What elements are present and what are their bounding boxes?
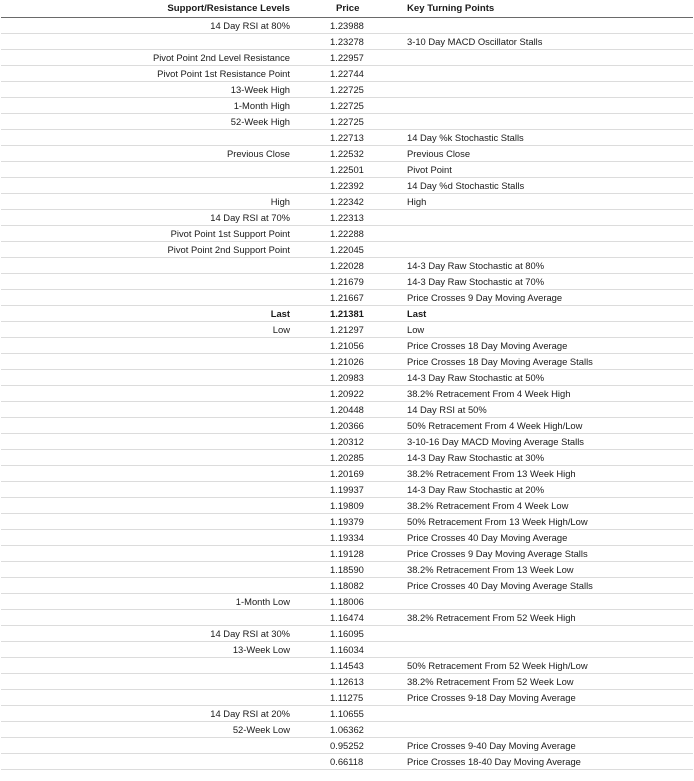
table-row [1,18,693,34]
price-cell: 1.18082 [330,580,364,591]
table-row [1,450,693,466]
levels-table-body [1,18,693,770]
support-resistance-cell [1,178,298,194]
key-turning-point-cell: Price Crosses 9-18 Day Moving Average [407,692,576,703]
price-cell: 1.20448 [330,404,364,415]
table-row [1,178,693,194]
key-turning-point-cell: 50% Retracement From 4 Week High/Low [407,420,583,431]
table-row [1,546,693,562]
key-turning-point-cell: 38.2% Retracement From 52 Week High [407,612,576,623]
key-turning-point-cell: Previous Close [407,148,471,159]
price-cell: 1.22501 [330,164,364,175]
table-row [1,658,693,674]
table-row [1,562,693,578]
support-resistance-cell [1,386,298,402]
table-row [1,226,693,242]
table-row [1,402,693,418]
table-row [1,594,693,610]
support-resistance-cell: 14 Day RSI at 30% [210,628,290,639]
support-resistance-cell: Previous Close [226,148,290,159]
price-cell: 1.06362 [330,724,364,735]
price-cell: 1.11275 [330,692,364,703]
support-resistance-cell: 14 Day RSI at 20% [210,708,290,719]
key-turning-point-cell: Price Crosses 9 Day Moving Average [407,292,563,303]
key-turning-point-cell [399,642,693,658]
header-support-resistance: Support/Resistance Levels [1,0,298,18]
key-turning-point-cell [399,594,693,610]
table-row [1,610,693,626]
key-turning-point-cell: 14-3 Day Raw Stochastic at 70% [407,276,545,287]
support-resistance-cell: 13-Week High [230,84,290,95]
key-turning-point-cell [399,242,693,258]
price-cell: 1.22532 [330,148,364,159]
support-resistance-cell [1,466,298,482]
table-row [1,210,693,226]
price-cell: 1.19809 [330,500,364,511]
price-cell: 1.22744 [330,68,364,79]
table-row [1,418,693,434]
table-row [1,34,693,50]
key-turning-point-cell [399,66,693,82]
table-row [1,674,693,690]
price-cell: 1.19334 [330,532,364,543]
table-row [1,434,693,450]
price-cell: 1.20312 [330,436,364,447]
table-row [1,386,693,402]
table-row [1,642,693,658]
support-resistance-cell: Low [272,324,290,335]
key-turning-point-cell: Price Crosses 40 Day Moving Average Stalls [407,580,593,591]
table-row [1,194,693,210]
support-resistance-cell [1,450,298,466]
table-row [1,114,693,130]
price-cell: 1.21297 [330,324,364,335]
support-resistance-cell [1,674,298,690]
support-resistance-cell [1,658,298,674]
table-row [1,514,693,530]
support-resistance-cell [1,610,298,626]
table-row [1,498,693,514]
support-resistance-cell [1,482,298,498]
support-resistance-cell [1,434,298,450]
table-row [1,130,693,146]
price-cell: 1.22725 [330,84,364,95]
key-turning-point-cell: 3-10-16 Day MACD Moving Average Stalls [407,436,584,447]
price-cell: 1.18590 [330,564,364,575]
key-turning-point-cell: Low [407,324,425,335]
support-resistance-cell [1,370,298,386]
key-turning-point-cell: Price Crosses 40 Day Moving Average [407,532,568,543]
table-row [1,530,693,546]
price-cell: 1.10655 [330,708,364,719]
price-cell: 1.21679 [330,276,364,287]
support-resistance-cell [1,290,298,306]
support-resistance-cell: Pivot Point 2nd Level Resistance [152,52,290,63]
support-resistance-cell [1,690,298,706]
price-cell: 1.22725 [330,116,364,127]
header-key-turning-points: Key Turning Points [399,0,693,18]
price-cell: 1.21381 [330,308,364,319]
table-row [1,82,693,98]
price-cell: 1.22028 [330,260,364,271]
price-cell: 1.16034 [330,644,364,655]
key-turning-point-cell [399,82,693,98]
key-turning-point-cell [399,226,693,242]
price-cell: 1.20366 [330,420,364,431]
price-cell: 1.14543 [330,660,364,671]
support-resistance-cell [1,354,298,370]
key-turning-point-cell: 14-3 Day Raw Stochastic at 80% [407,260,545,271]
support-resistance-cell: Pivot Point 1st Resistance Point [157,68,290,79]
table-row [1,722,693,738]
key-turning-point-cell: 14 Day %k Stochastic Stalls [407,132,524,143]
key-turning-point-cell: Pivot Point [407,164,452,175]
price-cell: 0.66118 [330,756,364,767]
support-resistance-cell: Pivot Point 2nd Support Point [167,244,290,255]
support-resistance-cell [1,162,298,178]
price-cell: 1.23988 [330,20,364,31]
table-row [1,482,693,498]
key-turning-point-cell: 50% Retracement From 52 Week High/Low [407,660,588,671]
key-turning-point-cell [399,18,693,34]
price-cell: 1.22342 [330,196,364,207]
key-turning-point-cell: 38.2% Retracement From 13 Week Low [407,564,574,575]
price-cell: 1.21667 [330,292,364,303]
price-cell: 1.22957 [330,52,364,63]
key-turning-point-cell: High [407,196,427,207]
key-turning-point-cell [399,706,693,722]
price-cell: 1.12613 [330,676,364,687]
support-resistance-cell: Pivot Point 1st Support Point [170,228,290,239]
support-resistance-cell [1,418,298,434]
support-resistance-cell [1,338,298,354]
levels-table [1,0,693,770]
key-turning-point-cell: 38.2% Retracement From 4 Week High [407,388,571,399]
table-row [1,466,693,482]
table-row [1,98,693,114]
support-resistance-cell [1,546,298,562]
table-row [1,626,693,642]
key-turning-point-cell: 50% Retracement From 13 Week High/Low [407,516,588,527]
price-cell: 1.19128 [330,548,364,559]
price-cell: 1.20983 [330,372,364,383]
price-cell: 1.22725 [330,100,364,111]
table-row [1,258,693,274]
table-row [1,338,693,354]
support-resistance-cell [1,514,298,530]
support-resistance-cell: 14 Day RSI at 80% [210,20,290,31]
key-turning-point-cell: Last [407,308,427,319]
key-turning-point-cell: 14 Day %d Stochastic Stalls [407,180,525,191]
table-row [1,754,693,770]
table-row [1,370,693,386]
key-turning-point-cell: 14-3 Day Raw Stochastic at 20% [407,484,545,495]
price-cell: 1.19937 [330,484,364,495]
support-resistance-cell: 14 Day RSI at 70% [210,212,290,223]
price-cell: 1.19379 [330,516,364,527]
support-resistance-cell [1,130,298,146]
table-row [1,66,693,82]
key-turning-point-cell: 14 Day RSI at 50% [407,404,487,415]
support-resistance-cell [1,530,298,546]
price-cell: 1.22288 [330,228,364,239]
table-row [1,162,693,178]
price-cell: 0.95252 [330,740,364,751]
key-turning-point-cell: 38.2% Retracement From 4 Week Low [407,500,569,511]
key-turning-point-cell [399,722,693,738]
key-turning-point-cell: 3-10 Day MACD Oscillator Stalls [407,36,543,47]
table-row [1,578,693,594]
table-row [1,290,693,306]
price-cell: 1.22392 [330,180,364,191]
table-row [1,50,693,66]
support-resistance-cell [1,562,298,578]
support-resistance-cell [1,274,298,290]
header-price: Price [298,0,399,18]
price-cell: 1.20922 [330,388,364,399]
support-resistance-cell: 1-Month Low [235,596,290,607]
key-turning-point-cell [399,114,693,130]
table-row [1,354,693,370]
key-turning-point-cell: Price Crosses 18 Day Moving Average Stalls [407,356,593,367]
price-cell: 1.22045 [330,244,364,255]
support-resistance-cell [1,738,298,754]
price-cell: 1.21056 [330,340,364,351]
key-turning-point-cell [399,626,693,642]
support-resistance-cell: Last [270,308,290,319]
support-resistance-cell: High [270,196,290,207]
key-turning-point-cell: Price Crosses 9-40 Day Moving Average [407,740,576,751]
table-row [1,242,693,258]
key-turning-point-cell [399,50,693,66]
key-turning-point-cell: 38.2% Retracement From 52 Week Low [407,676,574,687]
key-turning-point-cell: 38.2% Retracement From 13 Week High [407,468,576,479]
price-cell: 1.18006 [330,596,364,607]
support-resistance-cell [1,34,298,50]
key-turning-point-cell: Price Crosses 18 Day Moving Average [407,340,568,351]
table-row [1,690,693,706]
price-cell: 1.21026 [330,356,364,367]
key-turning-point-cell: 14-3 Day Raw Stochastic at 30% [407,452,545,463]
support-resistance-cell: 52-Week Low [232,724,290,735]
support-resistance-cell [1,498,298,514]
key-turning-point-cell [399,98,693,114]
support-resistance-cell [1,754,298,770]
support-resistance-cell [1,258,298,274]
price-cell: 1.22713 [330,132,364,143]
price-cell: 1.16474 [330,612,364,623]
table-row [1,306,693,322]
table-row [1,274,693,290]
support-resistance-cell [1,578,298,594]
header-row [1,0,693,18]
price-cell: 1.23278 [330,36,364,47]
table-row [1,706,693,722]
price-cell: 1.22313 [330,212,364,223]
support-resistance-cell [1,402,298,418]
support-resistance-cell: 52-Week High [230,116,290,127]
table-row [1,738,693,754]
price-cell: 1.20169 [330,468,364,479]
price-cell: 1.20285 [330,452,364,463]
support-resistance-cell: 1-Month High [233,100,290,111]
price-cell: 1.16095 [330,628,364,639]
key-turning-point-cell: Price Crosses 18-40 Day Moving Average [407,756,581,767]
support-resistance-cell: 13-Week Low [232,644,290,655]
table-row [1,146,693,162]
key-turning-point-cell: Price Crosses 9 Day Moving Average Stalls [407,548,588,559]
key-turning-point-cell: 14-3 Day Raw Stochastic at 50% [407,372,545,383]
key-turning-point-cell [399,210,693,226]
table-row [1,322,693,338]
